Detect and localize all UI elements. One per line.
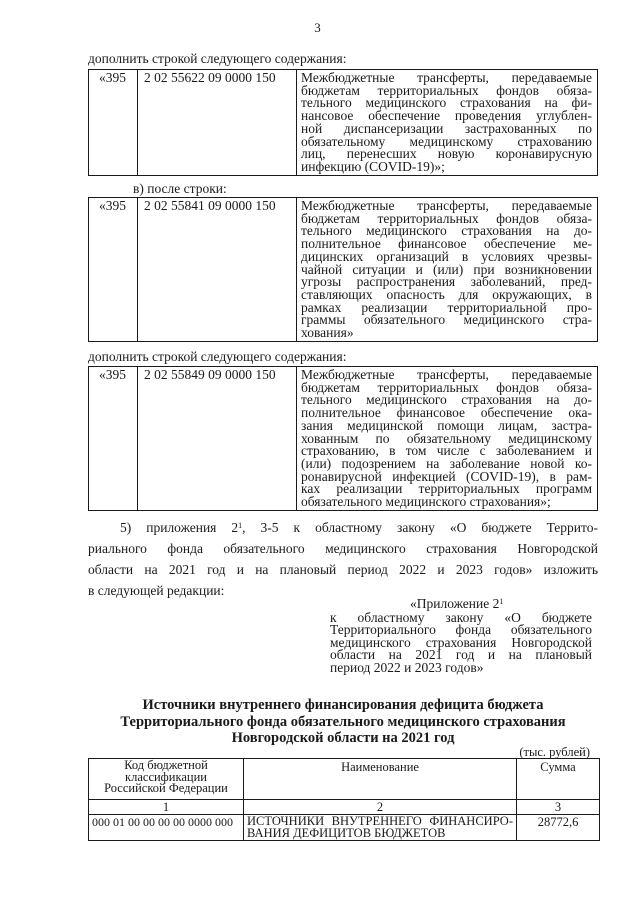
page-number: 3 — [314, 20, 321, 35]
table-row — [89, 815, 600, 841]
row-name: ИСТОЧНИКИ ВНУТРЕННЕГО ФИНАНСИРО- ВАНИЯ ДЕФИЦИТОВ БЮДЖЕТОВ — [244, 815, 517, 841]
row-1-code: 2 02 55622 09 0000 150 — [138, 70, 297, 176]
row-2-prefix: «395 — [89, 198, 138, 342]
row-3-code: 2 02 55849 09 0000 150 — [138, 367, 297, 511]
header-sum: Сумма — [517, 759, 600, 800]
row-2-description: Межбюджетные трансферты, передаваемые бюджетам территориальных фондов обяза- тельного медицинского страхования на до- полнительное финансовое обеспечение ме- дицинских организаций в условиях чрезвы- чайной ситуации и (или) при возникновении угрозы распространения заболеваний, пред- ставляющих опасность для окружающих, в рамках реализации территориальной про- граммы обязательного медицинского стра- хования» — [297, 198, 598, 342]
row-code: 000 01 00 00 00 00 0000 000 — [89, 815, 244, 841]
intro-line-1: дополнить строкой следующего содержания: — [88, 51, 347, 66]
document-title: Источники внутреннего финансирования дефицита бюджета Территориального фонда обязательного медицинского страхования Новгородской области на 2021 год — [120, 697, 566, 746]
paragraph-5: 5) приложения $2^1$, 3-5 к областному закону «О бюджете Террито- риального фонда обязательного медицинского страхования Новгородской области на 2021 год и на плановый период 2022 и 2023 годов» изложить в следующей редакции: — [88, 520, 598, 598]
intro-line-2: в) после строки: — [133, 181, 227, 196]
row-2-code: 2 02 55841 09 0000 150 — [138, 198, 297, 342]
amendment-row-3 — [88, 366, 598, 511]
header-code: Код бюджетной классификации Российской Федерации — [89, 759, 244, 800]
appendix-header: «Приложение $2^1$ к областному закону «О бюджете Территориального фонда обязательного медицинского страхования Новгородской области на 2021 год и на плановый период 2022 и 2023 годов» — [330, 596, 592, 675]
row-3-prefix: «395 — [89, 367, 138, 511]
sources-table — [88, 758, 600, 841]
table-header-row — [89, 759, 600, 800]
row-1-description: Межбюджетные трансферты, передаваемые бюджетам территориальных фондов обяза- тельного медицинского страхования на фи- нансовое обеспечение проведения углублен- ной диспансеризации застрахованных по обязательному медицинскому страхованию лиц, перенесших новую коронавирусную инфекцию (COVID-19)»; — [297, 70, 598, 176]
intro-line-3: дополнить строкой следующего содержания: — [88, 349, 347, 364]
row-sum: 28772,6 — [517, 815, 600, 841]
table-number-row: 1 2 3 — [89, 800, 600, 815]
header-name: Наименование — [244, 759, 517, 800]
unit-label: (тыс. рублей) — [519, 745, 590, 759]
amendment-row-2 — [88, 197, 598, 342]
amendment-row-1 — [88, 69, 598, 176]
row-3-description: Межбюджетные трансферты, передаваемые бюджетам территориальных фондов обяза- тельного медицинского страхования на до- полнительное финансовое обеспечение ока- зания медицинской помощи лицам, застра- хованным по обязательному медицинскому страхованию, в том числе с заболеванием и (или) подозрением на заболевание новой ко- ронавирусной инфекцией (COVID-19), в рам- ках реализации территориальных программ обязательного медицинского страхования»; — [297, 367, 598, 511]
row-1-prefix: «395 — [89, 70, 138, 176]
